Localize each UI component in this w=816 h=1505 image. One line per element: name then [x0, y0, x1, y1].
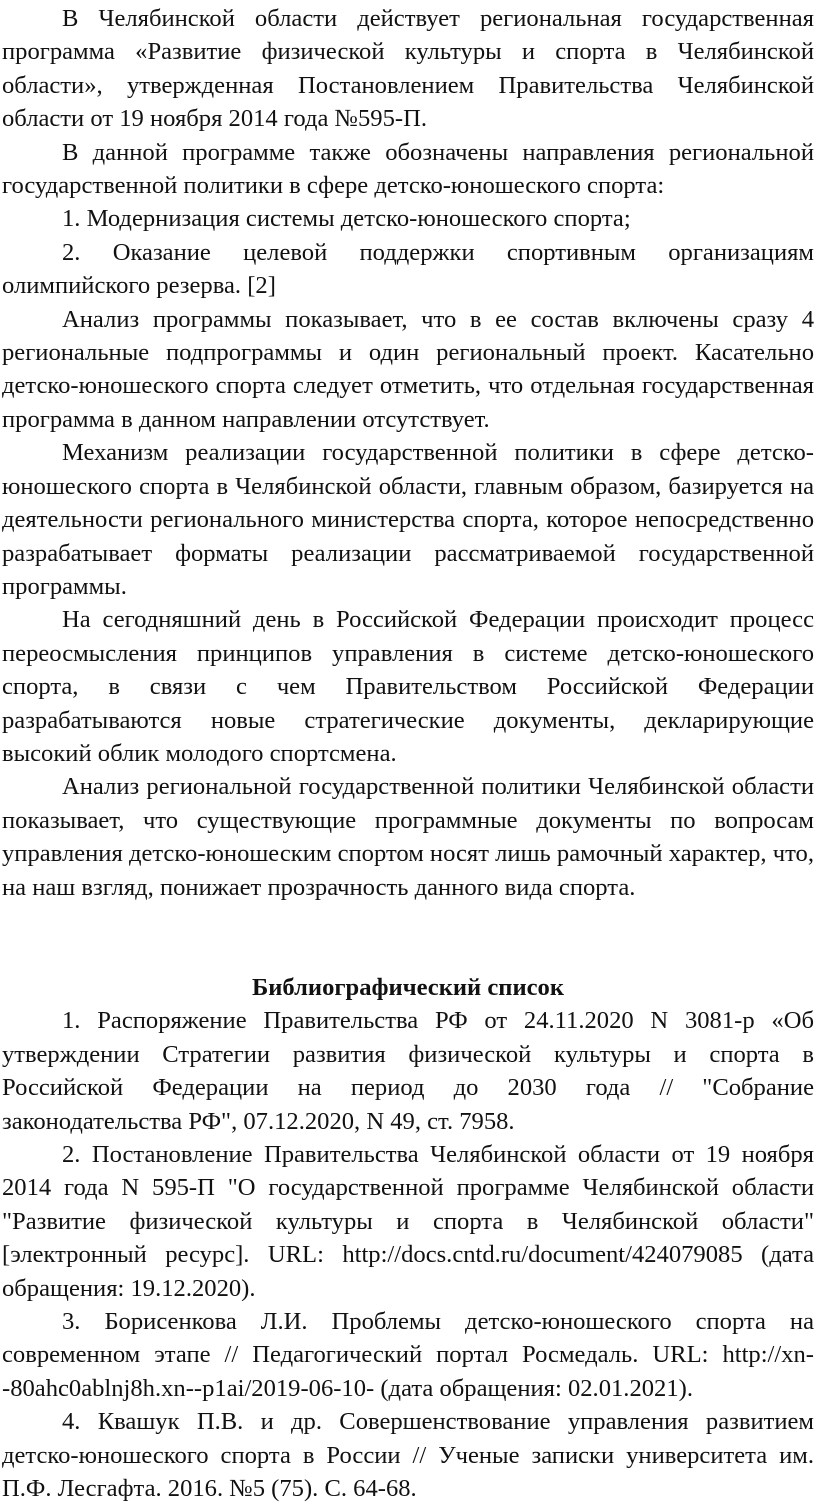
body-paragraph: На сегодняшний день в Российской Федерации происходит процесс переосмысления принципов управления в системе детско-юношеского спорта, в связи с чем Правительством Российской Федерации разрабатываются новые стратегические документы, декларирующие высокий облик молодого спортсмена. [2, 606, 814, 767]
body-paragraph: В данной программе также обозначены направления региональной государственной политики в сфере детско-юношеского спорта: [2, 138, 814, 200]
body-paragraph: Механизм реализации государственной политики в сфере детско-юношеского спорта в Челябинской области, главным образом, базируется на деятельности регионального министерства спорта, которое непосредственно разрабатывает форматы реализации рассматриваемой государственной программы. [2, 439, 814, 600]
bibliography-title: Библиографический список [251, 973, 564, 1001]
bibliography-item: 3. Борисенкова Л.И. Проблемы детско-юношеского спорта на современном этапе // Педагогический портал Росмедаль. URL: http://xn--80ahc0ablnj8h.xn--p1ai/2019-06-10- (дата обращения: 02.01.2021). [2, 1308, 814, 1402]
body-paragraph: В Челябинской области действует региональная государственная программа «Развитие физической культуры и спорта в Челябинской области», утвержденная Постановлением Правительства Челябинской области от 19 ноября 2014 года №595-П. [2, 5, 814, 133]
list-item: 2. Оказание целевой поддержки спортивным организациям олимпийского резерва. [2] [2, 238, 814, 300]
bibliography-item: 1. Распоряжение Правительства РФ от 24.11.2020 N 3081-р «Об утверждении Стратегии развития физической культуры и спорта в Российской Федерации на период до 2030 года // "Собрание законодательства РФ", 07.12.2020, N 49, ст. 7958. [2, 1007, 814, 1135]
body-paragraph: Анализ региональной государственной политики Челябинской области показывает, что существующие программные документы по вопросам управления детско-юношеским спортом носят лишь рамочный характер, что, на наш взгляд, понижает прозрачность данного вида спорта. [2, 773, 814, 901]
body-paragraph: Анализ программы показывает, что в ее состав включены сразу 4 региональные подпрограммы и один региональный проект. Касательно детско-юношеского спорта следует отметить, что отдельная государственная программа в данном направлении отсутствует. [2, 305, 814, 433]
bibliography-item: 4. Квашук П.В. и др. Совершенствование управления развитием детско-юношеского спорта в России // Ученые записки университета им. П.Ф. Лесгафта. 2016. №5 (75). С. 64-68. [2, 1408, 814, 1503]
bibliography-item: 2. Постановление Правительства Челябинской области от 19 ноября 2014 года N 595-П "О государственной программе Челябинской области "Развитие физической культуры и спорта в Челябинской области" [электронный ресурс]. URL: http://docs.cntd.ru/document/424079085 (дата обращения: 19.12.2020). [2, 1141, 814, 1302]
section-spacer [2, 904, 814, 971]
list-item: 1. Модернизация системы детско-юношеского спорта; [62, 205, 631, 233]
